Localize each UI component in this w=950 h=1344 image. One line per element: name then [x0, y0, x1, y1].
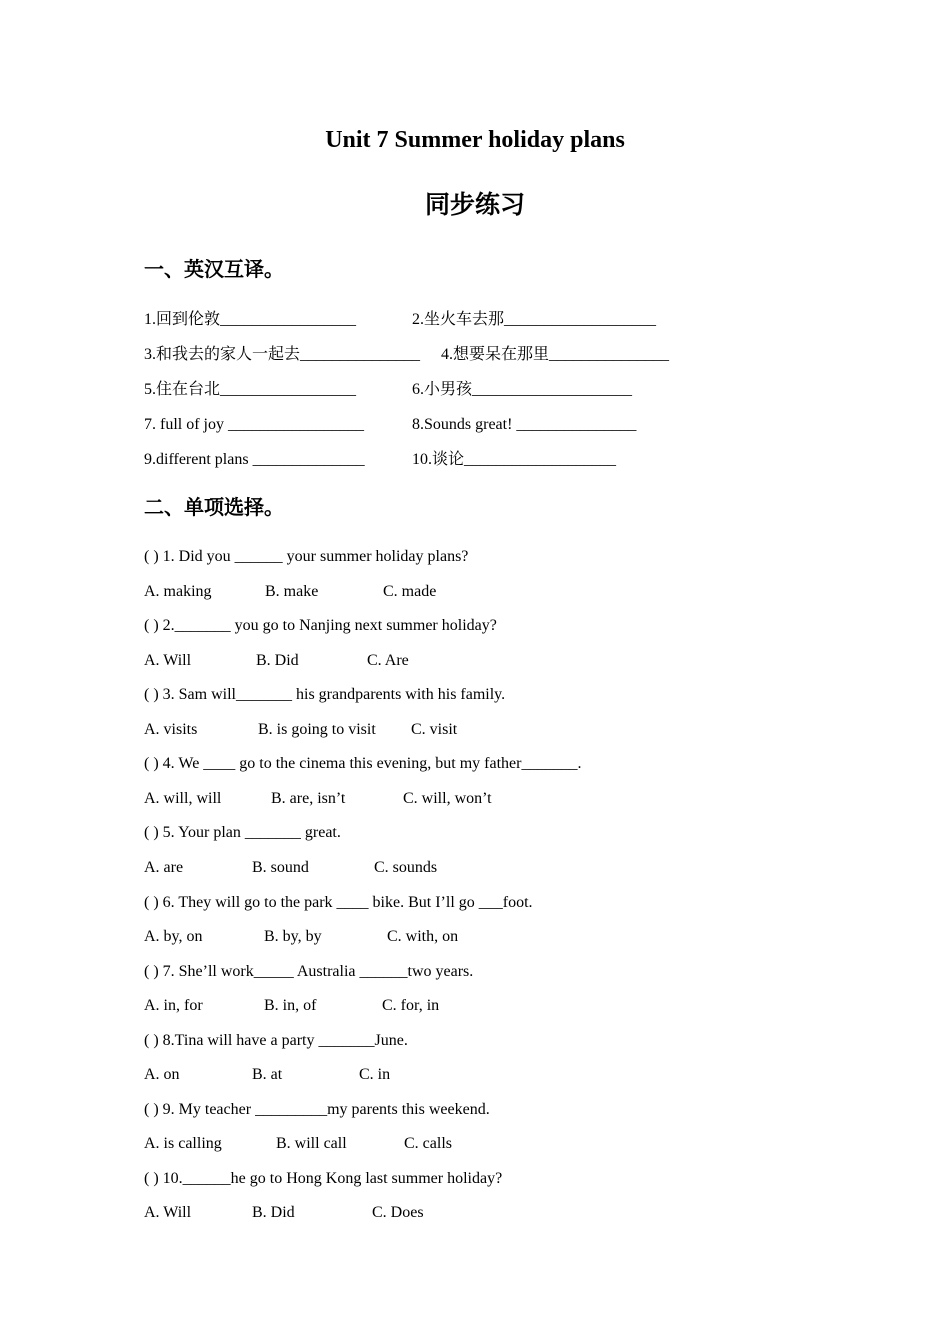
translation-item: 2.坐火车去那___________________ [412, 311, 657, 328]
option-c: C. Does [372, 1204, 424, 1221]
option-a: A. Will [144, 1204, 192, 1221]
option-c: C. visit [411, 721, 458, 738]
option-a: A. are [144, 859, 184, 876]
translation-item: 1.回到伦敦_________________ [144, 311, 357, 328]
option-c: C. sounds [374, 859, 438, 876]
option-c: C. for, in [382, 997, 440, 1014]
translation-item: 4.想要呆在那里_______________ [441, 346, 670, 363]
question-text: ( ) 1. Did you ______ your summer holiday plans? [144, 548, 469, 565]
question-text: ( ) 8.Tina will have a party _______June. [144, 1032, 408, 1049]
question-text: ( ) 6. They will go to the park ____ bike. But I’ll go ___foot. [144, 894, 533, 911]
option-b: B. in, of [264, 997, 317, 1014]
option-c: C. calls [404, 1135, 452, 1152]
option-b: B. at [252, 1066, 283, 1083]
option-b: B. are, isn’t [271, 790, 346, 807]
translation-item: 9.different plans ______________ [144, 451, 365, 468]
question-text: ( ) 10.______he go to Hong Kong last summer holiday? [144, 1170, 503, 1187]
option-c: C. will, won’t [403, 790, 492, 807]
option-c: C. Are [367, 652, 409, 669]
translation-item: 7. full of joy _________________ [144, 416, 364, 433]
question-text: ( ) 5. Your plan _______ great. [144, 824, 341, 841]
option-a: A. making [144, 583, 212, 600]
translation-item: 3.和我去的家人一起去_______________ [144, 346, 421, 363]
option-b: B. Did [252, 1204, 295, 1221]
option-b: B. is going to visit [258, 721, 376, 738]
option-a: A. is calling [144, 1135, 222, 1152]
option-b: B. by, by [264, 928, 322, 945]
translation-item: 5.住在台北_________________ [144, 381, 357, 398]
question-text: ( ) 3. Sam will_______ his grandparents with his family. [144, 686, 506, 703]
question-text: ( ) 7. She’ll work_____ Australia ______two years. [144, 963, 474, 980]
page-title: Unit 7 Summer holiday plans [325, 127, 625, 153]
option-a: A. Will [144, 652, 192, 669]
option-b: B. make [265, 583, 319, 600]
option-b: B. Did [256, 652, 299, 669]
question-text: ( ) 9. My teacher _________my parents this weekend. [144, 1101, 490, 1118]
option-a: A. on [144, 1066, 180, 1083]
translation-item: 6.小男孩____________________ [412, 381, 633, 398]
option-a: A. in, for [144, 997, 203, 1014]
option-c: C. with, on [387, 928, 459, 945]
section2-heading: 二、单项选择。 [144, 497, 284, 519]
option-b: B. sound [252, 859, 309, 876]
question-text: ( ) 4. We ____ go to the cinema this evening, but my father_______. [144, 755, 582, 772]
translation-item: 10.谈论___________________ [412, 451, 617, 468]
option-b: B. will call [276, 1135, 347, 1152]
page-subtitle: 同步练习 [424, 192, 525, 219]
section1-heading: 一、英汉互译。 [144, 259, 284, 281]
option-a: A. visits [144, 721, 198, 738]
option-a: A. will, will [144, 790, 222, 807]
question-text: ( ) 2._______ you go to Nanjing next summer holiday? [144, 617, 497, 634]
option-c: C. in [359, 1066, 391, 1083]
translation-item: 8.Sounds great! _______________ [412, 416, 637, 433]
option-c: C. made [383, 583, 437, 600]
option-a: A. by, on [144, 928, 203, 945]
